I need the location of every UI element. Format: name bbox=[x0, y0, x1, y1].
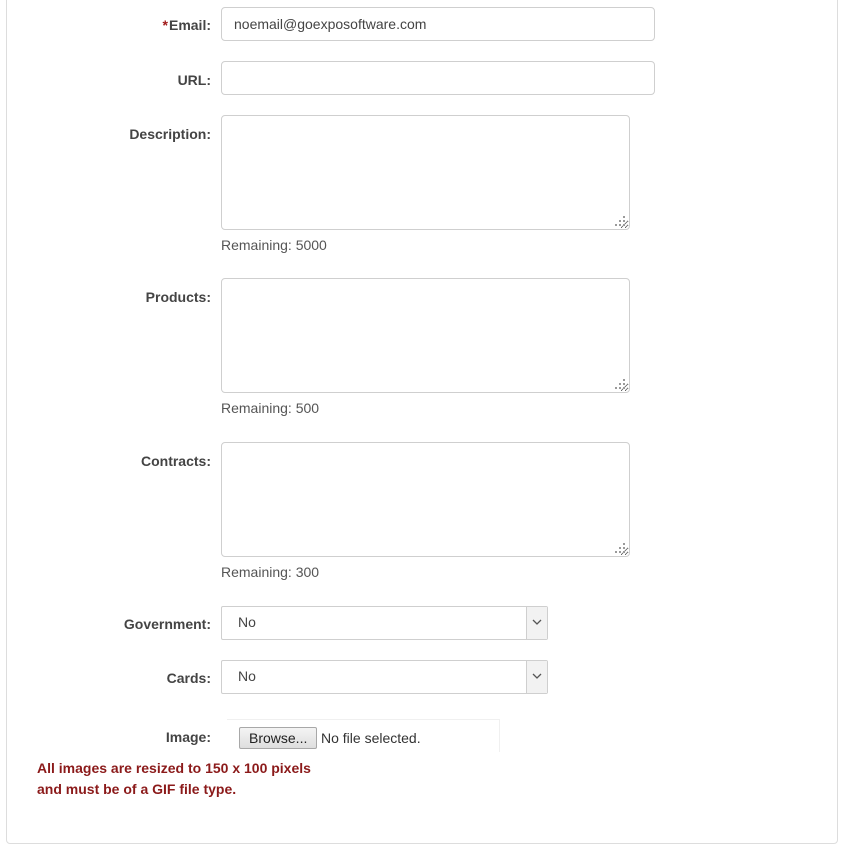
description-label: Description: bbox=[129, 126, 211, 142]
email-field[interactable] bbox=[221, 7, 655, 41]
chevron-down-icon bbox=[532, 619, 542, 626]
contracts-label: Contracts: bbox=[140, 453, 211, 469]
file-status-text: No file selected. bbox=[321, 730, 421, 746]
description-textarea[interactable] bbox=[221, 115, 630, 230]
cards-dropdown-button[interactable] bbox=[526, 661, 547, 693]
contracts-remaining: Remaining: 300 bbox=[221, 564, 320, 580]
chevron-down-icon bbox=[532, 673, 542, 680]
government-select[interactable] bbox=[221, 606, 548, 640]
image-label: Image: bbox=[165, 729, 211, 745]
products-label: Products: bbox=[145, 289, 211, 305]
image-notice-line-1: All images are resized to 150 x 100 pixels bbox=[37, 760, 311, 776]
resize-grip-icon[interactable] bbox=[615, 543, 625, 553]
resize-grip-icon[interactable] bbox=[615, 216, 625, 226]
url-label: URL: bbox=[177, 72, 211, 88]
government-label: Government: bbox=[123, 616, 211, 632]
cards-selected-value: No bbox=[238, 668, 256, 684]
resize-grip-icon[interactable] bbox=[615, 379, 625, 389]
browse-button[interactable]: Browse... bbox=[239, 727, 317, 749]
government-selected-value: No bbox=[238, 614, 256, 630]
image-file-input[interactable] bbox=[227, 719, 500, 752]
cards-select[interactable] bbox=[221, 660, 548, 694]
url-field[interactable] bbox=[221, 61, 655, 95]
email-label bbox=[11, 17, 211, 33]
email-label-text: Email: bbox=[168, 17, 211, 33]
image-notice-line-2: and must be of a GIF file type. bbox=[37, 781, 237, 797]
contracts-textarea[interactable] bbox=[221, 442, 630, 557]
products-remaining: Remaining: 500 bbox=[221, 400, 320, 416]
government-dropdown-button[interactable] bbox=[526, 607, 547, 639]
cards-label: Cards: bbox=[166, 670, 211, 686]
required-mark: * bbox=[162, 17, 168, 33]
products-textarea[interactable] bbox=[221, 278, 630, 393]
description-remaining: Remaining: 5000 bbox=[221, 237, 327, 253]
